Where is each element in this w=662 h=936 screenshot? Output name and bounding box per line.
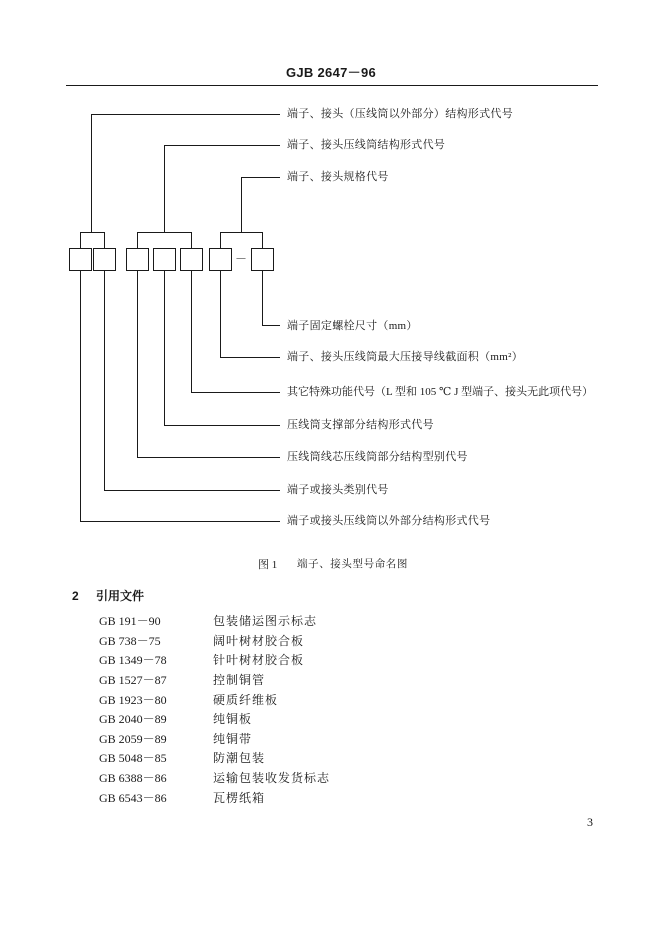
leader-support-structure	[165, 271, 281, 426]
figure-caption: 端子、接头型号命名图	[297, 559, 408, 570]
reference-code: GB 191－90	[99, 614, 161, 628]
reference-title: 瓦楞纸箱	[213, 790, 266, 805]
label-outer-structure: 端子或接头压线筒以外部分结构形式代号	[287, 515, 491, 527]
header-rule	[66, 85, 598, 86]
reference-title: 针叶树材胶合板	[213, 653, 305, 668]
code-box-7	[252, 249, 274, 271]
reference-item	[0, 632, 662, 652]
code-box-4	[154, 249, 176, 271]
reference-item	[0, 671, 662, 691]
bracket-size-code	[221, 178, 281, 249]
leader-bolt-size	[263, 271, 281, 326]
reference-code: GB 6388－86	[99, 771, 167, 786]
reference-item	[0, 730, 662, 750]
label-max-cross-section: 端子、接头压线筒最大压接导线截面积（mm²）	[287, 351, 524, 363]
section-number: 2	[72, 589, 79, 603]
code-box-2	[94, 249, 116, 271]
reference-code: GB 1349－78	[99, 653, 167, 668]
leader-category	[105, 271, 281, 491]
reference-code: GB 6543－86	[99, 790, 167, 805]
reference-item	[0, 612, 662, 632]
leader-special-function	[192, 271, 281, 393]
label-category: 端子或接头类别代号	[287, 484, 389, 496]
reference-list	[0, 612, 662, 808]
label-special-function: 其它特殊功能代号（L 型和 105 ℃ J 型端子、接头无此项代号）	[287, 386, 594, 398]
code-box-1	[70, 249, 92, 271]
reference-item	[0, 749, 662, 769]
reference-title: 包装储运图示标志	[213, 614, 318, 628]
reference-item	[0, 691, 662, 711]
reference-item	[0, 710, 662, 730]
figure-number: 图 1	[258, 559, 278, 571]
section-title: 引用文件	[96, 589, 145, 603]
reference-code: GB 1527－87	[99, 672, 167, 687]
reference-code: GB 738－75	[99, 633, 161, 648]
bracket-crimp-barrel-structure	[138, 146, 281, 249]
reference-item	[0, 789, 662, 809]
reference-code: GB 1923－80	[99, 692, 167, 707]
reference-item	[0, 651, 662, 671]
document-code-header: GJB 2647－96	[285, 65, 377, 80]
bracket-outer-structure	[81, 115, 281, 249]
reference-title: 防潮包装	[213, 751, 266, 766]
code-box-3	[127, 249, 149, 271]
leader-outer-structure	[81, 271, 281, 522]
label-crimp-barrel-structure: 端子、接头压线筒结构形式代号	[287, 139, 446, 151]
reference-title: 阔叶树材胶合板	[213, 633, 305, 648]
label-size-code: 端子、接头规格代号	[287, 171, 389, 183]
label-bolt-size: 端子固定螺栓尺寸（mm）	[287, 320, 418, 332]
code-box-6	[210, 249, 232, 271]
reference-code: GB 2040－89	[99, 712, 167, 727]
reference-code: GB 2059－89	[99, 731, 167, 746]
code-box-5	[181, 249, 203, 271]
leader-core-barrel-type	[138, 271, 281, 458]
page-number: 3	[587, 815, 593, 829]
reference-title: 控制铜管	[213, 672, 266, 687]
reference-title: 纯铜带	[213, 731, 253, 746]
reference-code: GB 5048－85	[99, 751, 167, 766]
label-outer-part-structure: 端子、接头（压线筒以外部分）结构形式代号	[287, 108, 513, 120]
reference-title: 运输包装收发货标志	[213, 771, 331, 786]
leader-max-cross-section	[221, 271, 281, 358]
reference-title: 纯铜板	[213, 712, 253, 727]
code-separator: －	[235, 252, 248, 266]
label-core-barrel-type: 压线筒线芯压线筒部分结构型别代号	[287, 451, 468, 463]
label-support-structure: 压线筒支撑部分结构形式代号	[287, 419, 434, 431]
reference-title: 硬质纤维板	[213, 692, 279, 707]
reference-item	[0, 769, 662, 789]
